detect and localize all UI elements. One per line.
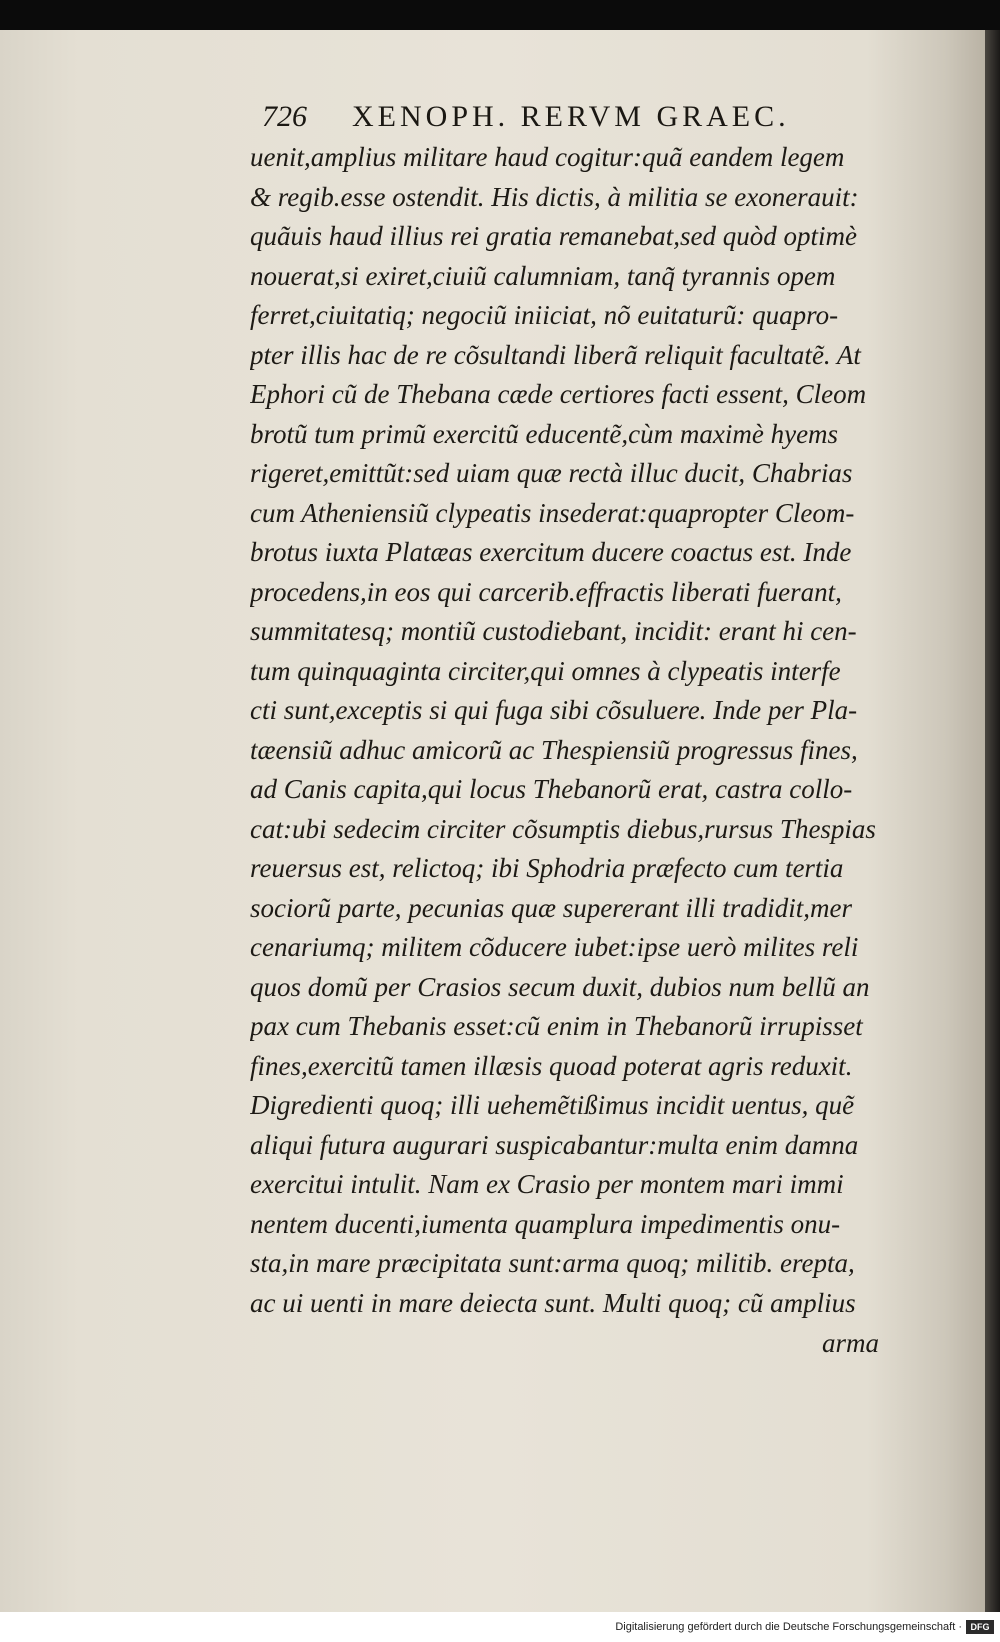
running-head: XENOPH. RERVM GRAEC. bbox=[352, 100, 790, 133]
text-line: cat:ubi sedecim circiter cõsumptis diebus,rursus Thespias bbox=[250, 813, 876, 844]
text-line: sta,in mare præcipitata sunt:arma quoq; militib. erepta, bbox=[250, 1248, 855, 1278]
text-line: uenit,amplius militare haud cogitur:quã eandem legem bbox=[250, 142, 845, 172]
funding-credit: Digitalisierung gefördert durch die Deutsche Forschungsgemeinschaft · bbox=[615, 1621, 962, 1633]
text-line: summitatesq; montiũ custodiebant, incidit: erant hi cen- bbox=[250, 616, 857, 646]
text-line: reuersus est, relictoq; ibi Sphodria præfecto cum tertia bbox=[250, 853, 844, 883]
text-line: tæensiũ adhuc amicorũ ac Thespiensiũ progressus fines, bbox=[250, 734, 858, 765]
page-binding-edge bbox=[985, 30, 1000, 1612]
text-line: & regib.esse ostendit. His dictis, à militia se exonerauit: bbox=[250, 181, 859, 212]
text-line: Digredienti quoq; illi uehemẽtißimus incidit uentus, quẽ bbox=[250, 1090, 855, 1120]
text-line: brotũ tum primũ exercitũ educentẽ,cùm maximè hyems bbox=[250, 418, 839, 449]
text-line: fines,exercitũ tamen illæsis quoad poterat agris reduxit. bbox=[250, 1050, 853, 1081]
text-line: exercitui intulit. Nam ex Crasio per montem mari immi bbox=[250, 1169, 844, 1199]
text-line: brotus iuxta Platæas exercitum ducere coactus est. Inde bbox=[250, 537, 852, 567]
text-line: nouerat,si exiret,ciuiũ calumniam, tanq̃ tyrannis opem bbox=[250, 260, 836, 291]
text-line: Ephori cũ de Thebana cæde certiores facti essent, Cleom bbox=[250, 379, 867, 409]
text-line: procedens,in eos qui carcerib.effractis liberati fuerant, bbox=[250, 576, 842, 607]
text-line: quãuis haud illius rei gratia remanebat,sed quòd optimè bbox=[250, 221, 857, 251]
text-line: ferret,ciuitatiq; negociũ iniiciat, nõ euitaturũ: quapro- bbox=[250, 300, 839, 330]
dfg-logo: DFG bbox=[966, 1620, 994, 1634]
body-text bbox=[250, 138, 910, 1323]
footer-bar bbox=[0, 1612, 1000, 1642]
text-line: tum quinquaginta circiter,qui omnes à clypeatis interfe bbox=[250, 655, 841, 686]
text-line: ad Canis capita,qui locus Thebanorũ erat, castra collo- bbox=[250, 774, 853, 804]
text-line: sociorũ parte, pecunias quæ supererant illi tradidit,mer bbox=[250, 892, 852, 923]
text-line: pter illis hac de re cõsultandi liberã reliquit facultatẽ. At bbox=[250, 339, 861, 370]
text-line: pax cum Thebanis esset:cũ enim in Thebanorũ irrupisset bbox=[250, 1011, 863, 1041]
catchword: arma bbox=[822, 1328, 880, 1358]
page-number: 726 bbox=[262, 100, 307, 133]
text-line: cenariumq; militem cõducere iubet:ipse uerò milites reli bbox=[250, 932, 859, 962]
text-line: cum Atheniensiũ clypeatis insederat:quapropter Cleom- bbox=[250, 497, 855, 528]
text-line: cti sunt,exceptis si qui fuga sibi cõsuluere. Inde per Pla- bbox=[250, 695, 858, 725]
text-line: quos domũ per Crasios secum duxit, dubios num bellũ an bbox=[250, 971, 870, 1002]
text-line: aliqui futura augurari suspicabantur:multa enim damna bbox=[250, 1129, 859, 1160]
text-line: ac ui uenti in mare deiecta sunt. Multi quoq; cũ amplius bbox=[250, 1287, 856, 1318]
text-line: rigeret,emittũt:sed uiam quæ rectà illuc ducit, Chabrias bbox=[250, 458, 853, 488]
text-line: nentem ducenti,iumenta quamplura impedimentis onu- bbox=[250, 1208, 841, 1239]
page-header bbox=[262, 100, 862, 140]
